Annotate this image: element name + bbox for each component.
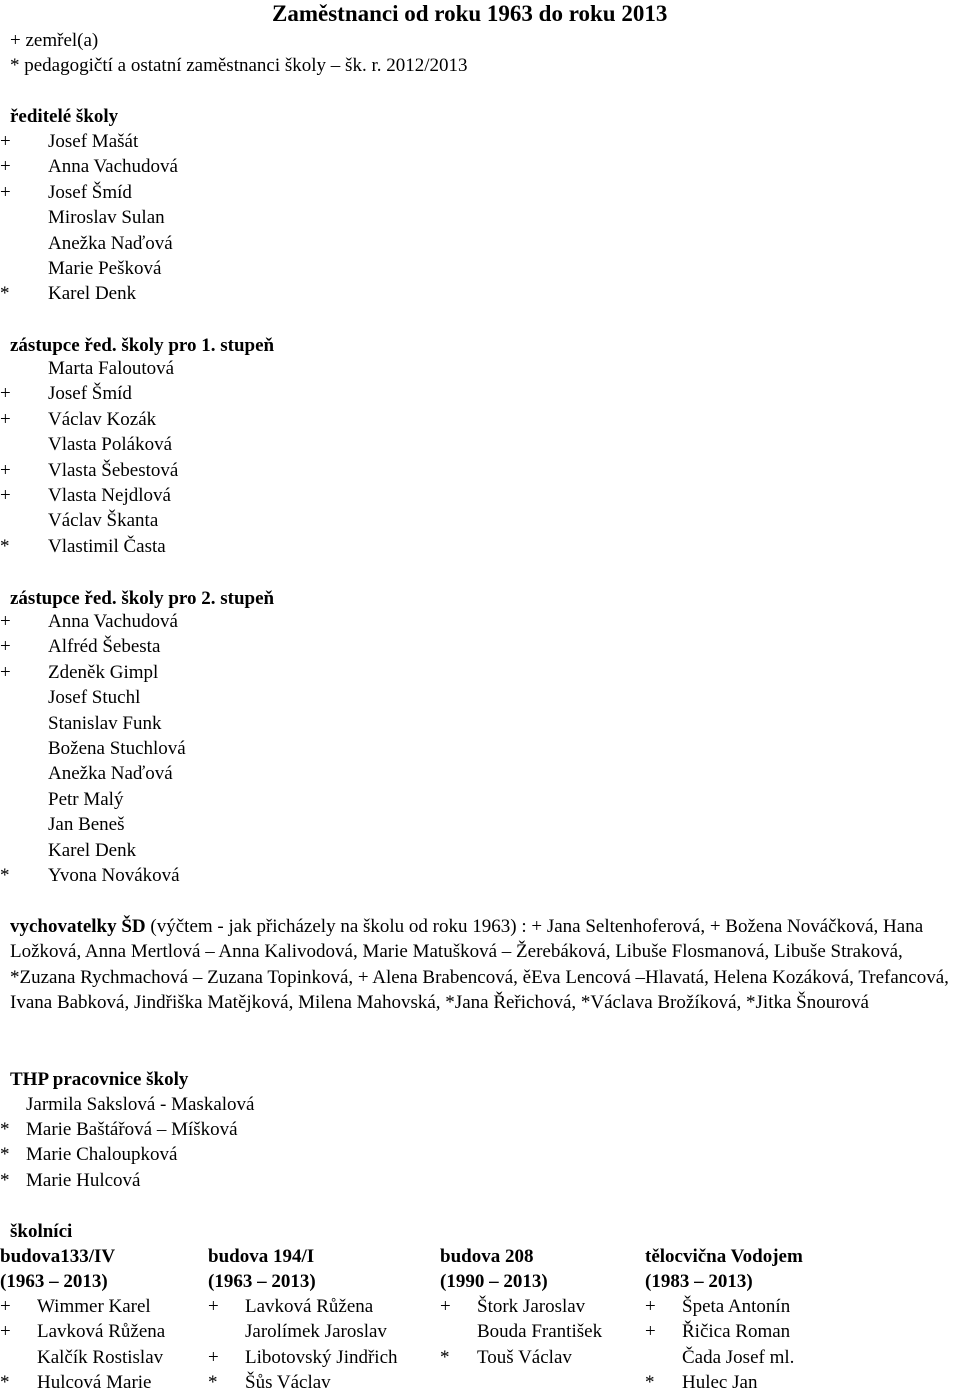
status-mark: * [0, 535, 10, 557]
person-name: Libotovský Jindřich [245, 1346, 398, 1368]
status-mark: + [0, 1296, 11, 1317]
status-mark: * [0, 1371, 10, 1393]
status-mark: + [0, 485, 11, 506]
list-item [0, 1370, 220, 1395]
person-name: Josef Mašát [48, 131, 139, 152]
person-name: Šůs Václav [245, 1371, 331, 1393]
person-name: Bouda František [477, 1321, 603, 1343]
list-item [0, 711, 480, 736]
list-item [0, 180, 480, 205]
person-name: Václav Škanta [48, 510, 159, 532]
list-item [0, 1345, 220, 1370]
person-name: Petr Malý [48, 788, 124, 810]
list-item [0, 508, 480, 533]
person-name: Anna Vachudová [48, 156, 178, 178]
list-item [0, 154, 480, 179]
section-heading-zastupci-1: zástupce řed. školy pro 1. stupeň [10, 335, 275, 356]
list-item [0, 129, 480, 154]
status-mark: + [0, 611, 11, 632]
status-mark: + [0, 156, 11, 178]
list-item [0, 458, 480, 483]
list-item [0, 205, 480, 230]
person-name: Vlasta Poláková [48, 434, 173, 456]
list-item [0, 231, 480, 256]
vychovatelky-paragraph [10, 914, 955, 1016]
list-item [0, 1294, 220, 1319]
status-mark: * [208, 1371, 218, 1393]
section-heading-thp: THP pracovnice školy [10, 1069, 189, 1090]
list-item [208, 1294, 428, 1319]
person-name: Anna Vachudová [48, 611, 178, 632]
section-heading-vychovatelky: vychovatelky ŠD [10, 916, 146, 937]
list-item [0, 838, 480, 863]
person-name: Alfréd Šebesta [48, 636, 161, 658]
building-years: (1963 – 2013) [208, 1271, 316, 1292]
person-name: Václav Kozák [48, 408, 157, 430]
list-item [0, 609, 480, 634]
status-mark: * [440, 1346, 450, 1368]
legend-deceased: + zemřel(a) [10, 30, 99, 51]
list-item [440, 1319, 660, 1344]
person-name: Marie Hulcová [26, 1169, 141, 1191]
person-name: Božena Stuchlová [48, 738, 186, 759]
person-name: Zdeněk Gimpl [48, 661, 159, 683]
status-mark: + [0, 1321, 11, 1343]
status-mark: + [0, 661, 11, 683]
person-name: Vlastimil Časta [48, 535, 166, 557]
list-item [0, 381, 480, 406]
person-name: Marta Faloutová [48, 358, 175, 379]
section-heading-zastupci-2: zástupce řed. školy pro 2. stupeň [10, 588, 275, 609]
status-mark: + [0, 636, 11, 658]
list-item [0, 634, 480, 659]
status-mark: + [645, 1296, 656, 1317]
person-name: Yvona Nováková [48, 865, 180, 886]
list-item [440, 1345, 660, 1370]
list-item [0, 736, 480, 761]
list-item [0, 483, 480, 508]
person-name: Wimmer Karel [37, 1296, 151, 1317]
person-name: Karel Denk [48, 283, 137, 305]
person-name: Josef Šmíd [48, 181, 132, 203]
person-name: Karel Denk [48, 839, 137, 861]
building-name: budova 194/I [208, 1246, 315, 1267]
vychovatelky-text: (výčtem - jak přicházely na školu od roku 1963) : + Jana Seltenhoferová, + Božena Nováčková, Hana Ložková, Anna Mertlová – Anna Kalivodová, Marie Matušková – Žerebáková, Libuše Flosmanová, Libuše Straková, *Zuzana Rychmachová – Zuzana Topinková, + Alena Brabencová, ěEva Lencová –Hlavatá, Helena Kozáková, Trefancová, Ivana Babková, Jindřiška Matějková, Milena Mahovská, *Jana Řeřichová, *Václava Brožíková, *Jitka Šnourová [10, 916, 949, 1014]
person-name: Anežka Naďová [48, 232, 173, 254]
person-name: Marie Chaloupková [26, 1144, 178, 1166]
status-mark: * [0, 1144, 10, 1166]
person-name: Kalčík Rostislav [37, 1346, 164, 1368]
person-name: Stanislav Funk [48, 712, 162, 734]
person-name: Hulec Jan [682, 1371, 758, 1393]
building-years: (1990 – 2013) [440, 1271, 548, 1292]
status-mark: + [0, 459, 11, 481]
building-years: (1983 – 2013) [645, 1271, 753, 1292]
person-name: Jan Beneš [48, 814, 125, 836]
building-name: budova133/IV [0, 1246, 116, 1267]
person-name: Štork Jaroslav [477, 1296, 586, 1317]
list-item [0, 534, 480, 559]
status-mark: * [0, 283, 10, 305]
person-name: Anežka Naďová [48, 763, 173, 785]
list-item [0, 1319, 220, 1344]
building-years: (1963 – 2013) [0, 1271, 108, 1292]
person-name: Řičica Roman [682, 1321, 791, 1343]
list-item [0, 407, 480, 432]
person-name: Hulcová Marie [37, 1371, 152, 1393]
status-mark: * [0, 865, 10, 886]
person-name: Miroslav Sulan [48, 207, 165, 229]
person-name: Lavková Růžena [37, 1321, 166, 1343]
status-mark: + [0, 408, 11, 430]
status-mark: * [0, 1119, 10, 1141]
person-name: Josef Šmíd [48, 383, 132, 405]
building-name: budova 208 [440, 1246, 534, 1267]
person-name: Josef Stuchl [48, 687, 141, 709]
status-mark: + [0, 181, 11, 203]
list-item [0, 660, 480, 685]
person-name: Čada Josef ml. [682, 1346, 795, 1368]
list-item [208, 1319, 428, 1344]
list-item [645, 1345, 865, 1370]
list-item [0, 281, 480, 306]
list-item [0, 863, 480, 888]
status-mark: + [645, 1321, 656, 1343]
person-name: Touš Václav [477, 1346, 572, 1368]
page-title: Zaměstnanci od roku 1963 do roku 2013 [272, 1, 668, 26]
list-item [0, 761, 480, 786]
status-mark: + [208, 1296, 219, 1317]
list-item [0, 685, 480, 710]
list-item [0, 432, 480, 457]
person-name: Jarolímek Jaroslav [245, 1321, 387, 1343]
building-name: tělocvična Vodojem [645, 1246, 803, 1267]
list-item [208, 1345, 428, 1370]
list-item [645, 1319, 865, 1344]
list-item [645, 1370, 865, 1395]
list-item [0, 256, 480, 281]
person-name: Marie Pešková [48, 258, 162, 279]
legend-current-staff: * pedagogičtí a ostatní zaměstnanci školy – šk. r. 2012/2013 [10, 55, 468, 76]
person-name: Vlasta Nejdlová [48, 485, 171, 506]
status-mark: + [0, 383, 11, 405]
status-mark: + [440, 1296, 451, 1317]
person-name: Špeta Antonín [682, 1296, 791, 1317]
section-heading-reditele: ředitelé školy [10, 106, 119, 127]
person-name: Marie Baštářová – Míšková [26, 1119, 238, 1141]
person-name: Vlasta Šebestová [48, 459, 179, 481]
section-heading-skolnici: školníci [10, 1221, 73, 1242]
person-name: Lavková Růžena [245, 1296, 374, 1317]
list-item [0, 356, 480, 381]
status-mark: * [645, 1371, 655, 1393]
list-item [0, 787, 480, 812]
status-mark: + [208, 1346, 219, 1368]
list-item [645, 1294, 865, 1319]
list-item [440, 1294, 660, 1319]
list-item [0, 812, 480, 837]
status-mark: * [0, 1169, 10, 1191]
person-name: Jarmila Sakslová - Maskalová [26, 1094, 255, 1115]
status-mark: + [0, 131, 11, 152]
list-item [208, 1370, 428, 1395]
